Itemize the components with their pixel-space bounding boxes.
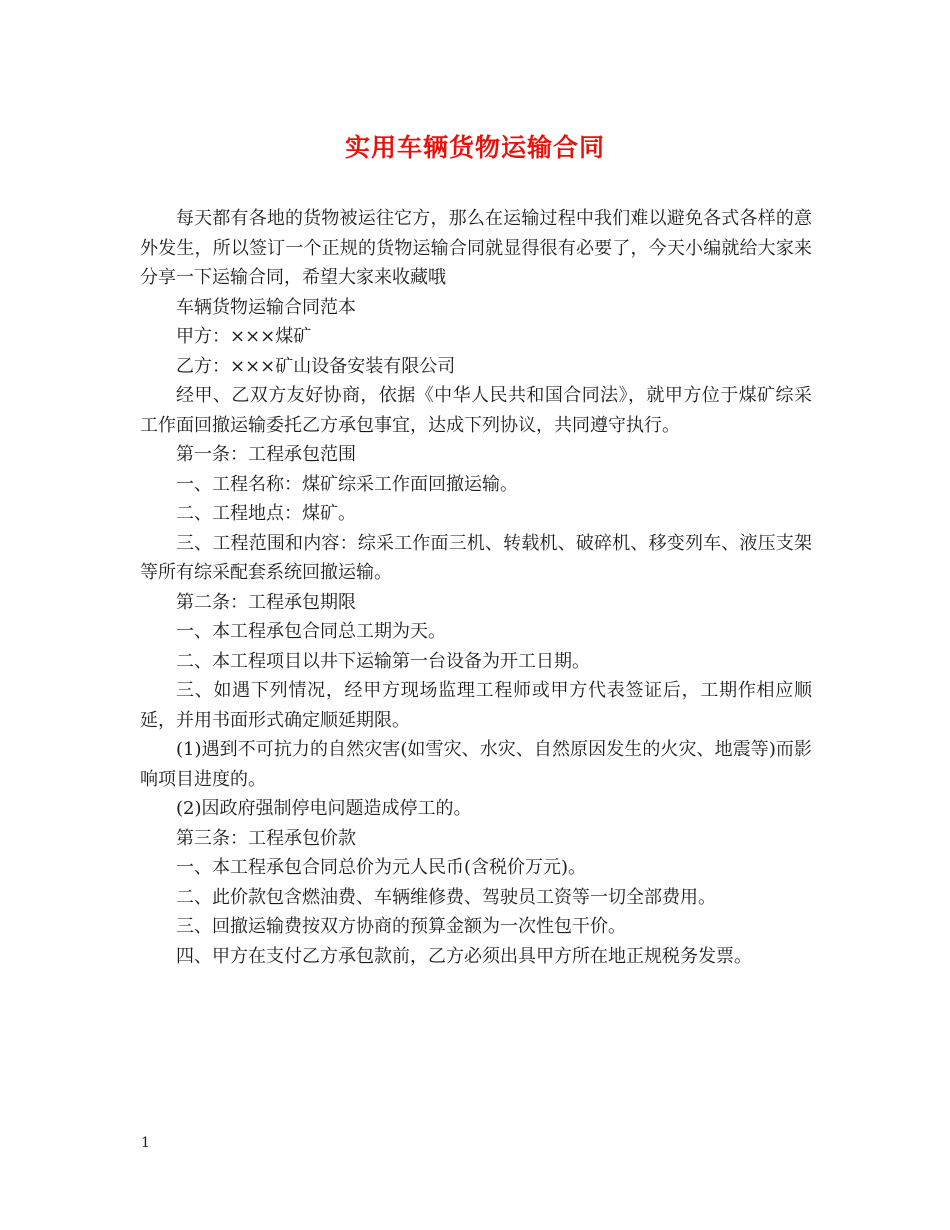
paragraph: 三、工程范围和内容：综采工作面三机、转载机、破碎机、移变列车、液压支架等所有综采配套系统回撤运输。 — [140, 532, 812, 583]
paragraph: 三、如遇下列情况，经甲方现场监理工程师或甲方代表签证后，工期作相应顺延，并用书面形式确定顺延期限。 — [140, 680, 812, 731]
paragraph: 一、工程名称：煤矿综采工作面回撤运输。 — [176, 473, 518, 495]
paragraph: 三、回撤运输费按双方协商的预算金额为一次性包干价。 — [176, 916, 626, 937]
paragraph: 二、工程地点：煤矿。 — [176, 503, 356, 524]
paragraph: 乙方：×××矿山设备安装有限公司 — [176, 355, 456, 377]
paragraph: (1)遇到不可抗力的自然灾害(如雪灾、水灾、自然原因发生的火灾、地震等)而影响项目进度的。 — [140, 739, 812, 790]
paragraph: 车辆货物运输合同范本 — [176, 296, 356, 318]
section-heading: 第二条：工程承包期限 — [176, 591, 356, 613]
paragraph: 二、本工程项目以井下运输第一台设备为开工日期。 — [176, 650, 590, 672]
document-body — [140, 204, 812, 971]
paragraph: 一、本工程承包合同总工期为天。 — [176, 621, 446, 642]
document-title: 实用车辆货物运输合同 — [344, 133, 605, 162]
paragraph: 甲方：×××煤矿 — [176, 326, 312, 347]
section-heading: 第一条：工程承包范围 — [176, 444, 356, 465]
paragraph: 四、甲方在支付乙方承包款前，乙方必须出具甲方所在地正规税务发票。 — [176, 945, 752, 967]
page-number: 1 — [141, 1135, 150, 1151]
paragraph: 二、此价款包含燃油费、车辆维修费、驾驶员工资等一切全部费用。 — [176, 886, 716, 908]
paragraph: (2)因政府强制停电问题造成停工的。 — [176, 798, 472, 819]
paragraph: 一、本工程承包合同总价为元人民币(含税价万元)。 — [176, 857, 587, 878]
paragraph: 经甲、乙双方友好协商，依据《中华人民共和国合同法》，就甲方位于煤矿综采工作面回撤运输委托乙方承包事宜，达成下列协议，共同遵守执行。 — [140, 385, 812, 436]
paragraph: 每天都有各地的货物被运往它方，那么在运输过程中我们难以避免各式各样的意外发生，所以签订一个正规的货物运输合同就显得很有必要了，今天小编就给大家来分享一下运输合同，希望大家来收藏哦 — [140, 208, 812, 288]
section-heading: 第三条：工程承包价款 — [176, 827, 356, 849]
